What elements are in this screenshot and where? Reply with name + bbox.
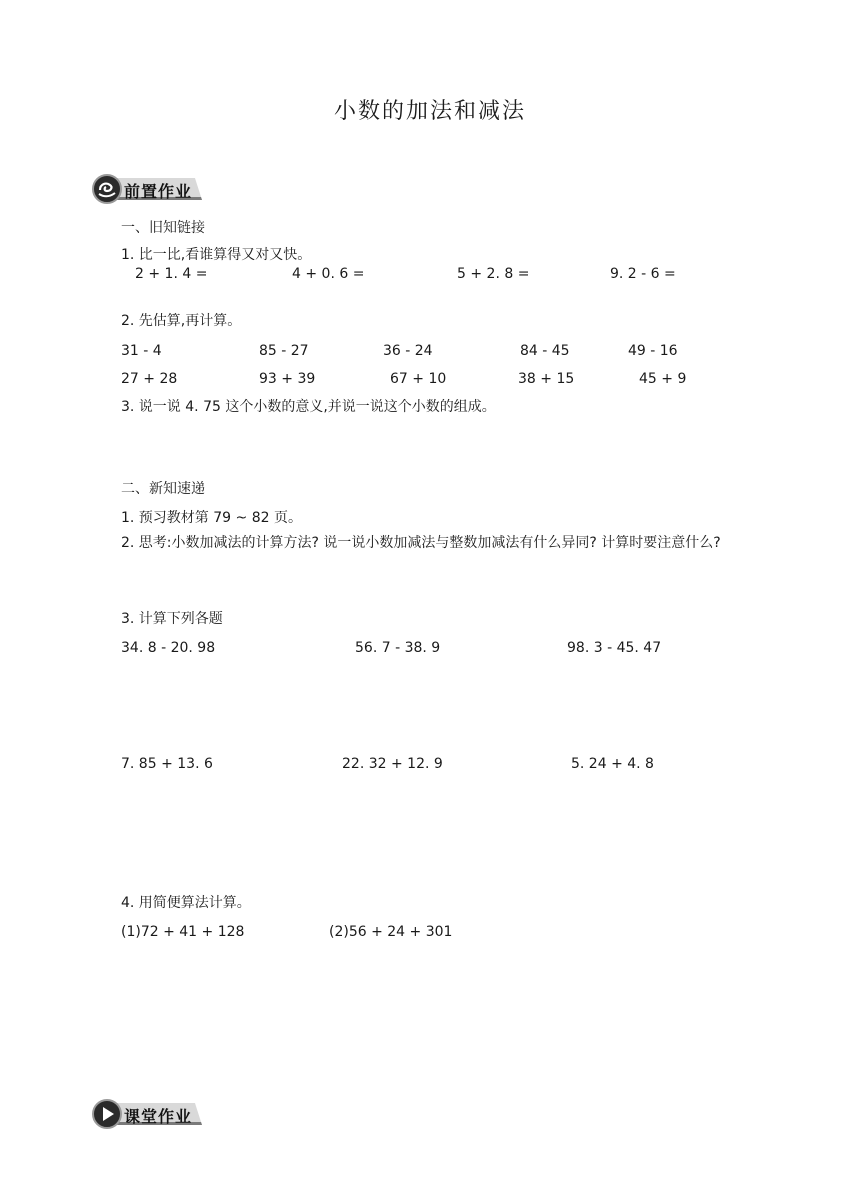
exercise-item: 9. 2 - 6 =: [610, 266, 676, 282]
exercise-item: (2)56 + 24 + 301: [329, 924, 453, 940]
exercise-item: 2 + 1. 4 =: [135, 266, 208, 282]
exercise-item: 27 + 28: [121, 371, 178, 387]
question-text: 1. 比一比,看谁算得又对又快。: [121, 247, 312, 263]
exercise-item: 22. 32 + 12. 9: [342, 756, 443, 772]
section-heading: 一、旧知链接: [121, 220, 205, 236]
swirl-icon: [92, 174, 122, 204]
question-text: 4. 用简便算法计算。: [121, 895, 251, 911]
exercise-item: 36 - 24: [383, 343, 433, 359]
exercise-item: 7. 85 + 13. 6: [121, 756, 213, 772]
exercise-item: 67 + 10: [390, 371, 447, 387]
question-text: 3. 计算下列各题: [121, 611, 223, 627]
exercise-item: 31 - 4: [121, 343, 162, 359]
exercise-item: 98. 3 - 45. 47: [567, 640, 662, 656]
exercise-item: 38 + 15: [518, 371, 575, 387]
section-badge-classwork: [92, 1099, 207, 1129]
exercise-item: 4 + 0. 6 =: [292, 266, 365, 282]
section-badge-preview: [92, 174, 207, 204]
exercise-item: 84 - 45: [520, 343, 570, 359]
exercise-item: 93 + 39: [259, 371, 316, 387]
question-text: 2. 思考:小数加减法的计算方法? 说一说小数加减法与整数加减法有什么异同? 计算时要注意什么?: [121, 535, 721, 551]
exercise-item: 85 - 27: [259, 343, 309, 359]
exercise-item: 56. 7 - 38. 9: [355, 640, 441, 656]
play-icon: [92, 1099, 122, 1129]
question-text: 3. 说一说 4. 75 这个小数的意义,并说一说这个小数的组成。: [121, 399, 496, 415]
exercise-item: 5. 24 + 4. 8: [571, 756, 654, 772]
question-text: 2. 先估算,再计算。: [121, 313, 242, 329]
exercise-item: 5 + 2. 8 =: [457, 266, 530, 282]
section-heading: 二、新知速递: [121, 481, 205, 497]
exercise-item: 34. 8 - 20. 98: [121, 640, 216, 656]
question-text: 1. 预习教材第 79 ~ 82 页。: [121, 510, 302, 526]
exercise-item: 49 - 16: [628, 343, 678, 359]
exercise-item: 45 + 9: [639, 371, 687, 387]
exercise-item: (1)72 + 41 + 128: [121, 924, 245, 940]
badge-label: 前置作业: [124, 182, 193, 201]
badge-label: 课堂作业: [124, 1107, 193, 1126]
page-title: 小数的加法和减法: [333, 99, 526, 124]
